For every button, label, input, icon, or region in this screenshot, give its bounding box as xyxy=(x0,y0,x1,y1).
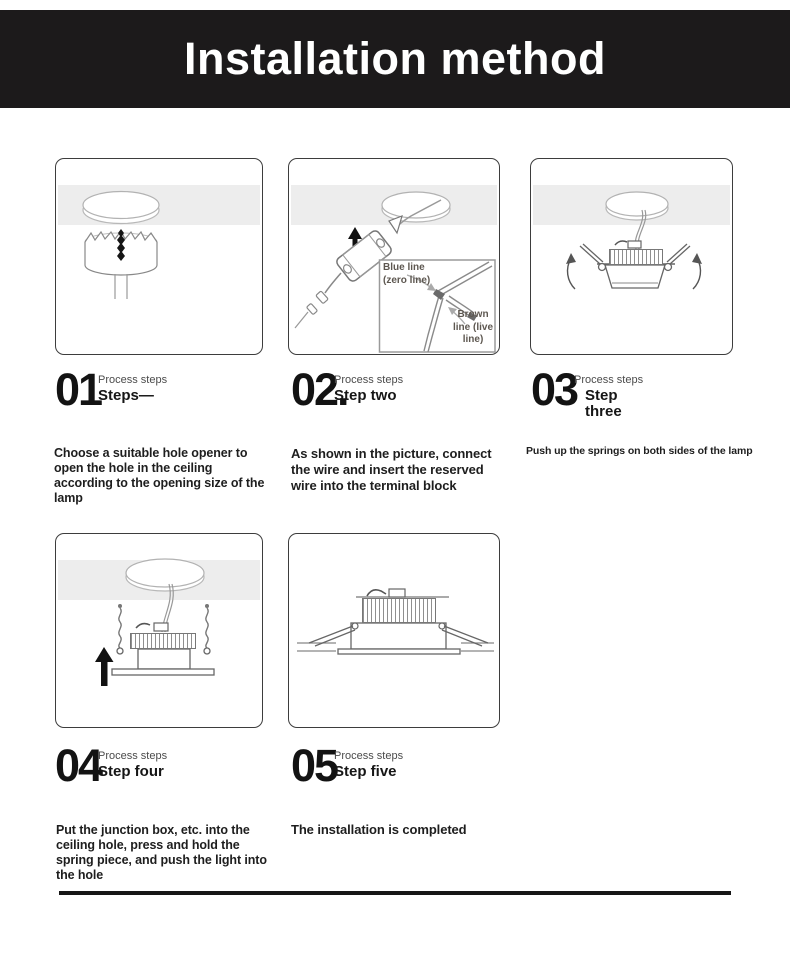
trim-flange xyxy=(338,649,460,654)
process-steps-label: Process steps xyxy=(334,750,404,762)
step5-header xyxy=(291,740,491,797)
process-steps-label: Process steps xyxy=(334,374,404,386)
spring-right xyxy=(667,244,690,264)
step1-number: 01 xyxy=(55,364,102,415)
step4-illustration-panel xyxy=(55,533,263,728)
heatsink-fins xyxy=(362,598,436,623)
hole-saw-illustration xyxy=(56,159,264,356)
footer-divider xyxy=(59,891,731,895)
spring-mount-left xyxy=(599,264,606,271)
step4-number: 04 xyxy=(55,740,102,791)
tail-wire-end xyxy=(295,312,308,328)
step1-illustration-panel xyxy=(55,158,263,355)
hole-disc xyxy=(126,559,204,587)
spring-left xyxy=(119,608,121,648)
fin-connector xyxy=(628,241,641,248)
step2-illustration-panel xyxy=(288,158,500,355)
wire-connector xyxy=(389,216,402,233)
step1-header xyxy=(55,364,255,421)
rotate-arrow-right-head xyxy=(692,253,702,264)
step3-title: Step three xyxy=(585,387,622,420)
step3-description: Push up the springs on both sides of the lamp xyxy=(526,444,753,457)
hole-disc xyxy=(606,192,668,216)
brown-line-label: Brown line (live line) xyxy=(452,309,493,345)
step5-title: Step five xyxy=(334,763,397,780)
driver-tail-wire xyxy=(325,273,341,293)
step2-title: Step two xyxy=(334,387,397,404)
heatsink-fins xyxy=(130,633,196,649)
trim-body xyxy=(138,649,190,669)
ceiling-left xyxy=(297,643,336,651)
step3-header xyxy=(531,364,731,421)
spring-left xyxy=(580,244,603,264)
fin-connector xyxy=(154,623,168,631)
trim-body xyxy=(605,265,665,288)
step3-illustration-panel xyxy=(530,158,733,355)
header-banner xyxy=(0,10,790,108)
blue-line-label: Blue line (zero line) xyxy=(383,262,431,286)
spring-left-hook xyxy=(117,648,123,654)
step1-description: Choose a suitable hole opener to open the hole in the ceiling according to the opening size of the lamp xyxy=(54,445,265,506)
step4-header xyxy=(55,740,255,797)
trim-flange xyxy=(112,669,214,675)
fin-wire xyxy=(615,241,627,245)
saw-shaft xyxy=(115,274,127,299)
trim-body xyxy=(351,623,446,649)
step1-title: Steps— xyxy=(98,387,154,404)
up-arrow-icon xyxy=(95,647,114,686)
step2-description: As shown in the picture, connect the wire and insert the reserved wire into the terminal block xyxy=(291,446,492,493)
spring-right-hook xyxy=(204,648,210,654)
page-title: Installation method xyxy=(183,33,606,84)
spring-right-tip xyxy=(205,604,209,608)
tail-connector-1 xyxy=(316,291,329,304)
step4-title: Step four xyxy=(98,763,164,780)
step3-number: 03 xyxy=(531,364,578,415)
step5-description: The installation is completed xyxy=(291,822,467,837)
step5-number: 05 xyxy=(291,740,338,791)
hole-disc xyxy=(83,192,159,219)
fin-wire xyxy=(136,624,150,628)
spring-mount-right xyxy=(665,264,672,271)
lamp-insert-illustration xyxy=(56,534,264,729)
tail-connector-2 xyxy=(306,303,317,314)
rotate-arrow-left-head xyxy=(566,253,576,264)
spring-right xyxy=(206,608,208,648)
process-steps-label: Process steps xyxy=(98,750,168,762)
saw-body-bottom xyxy=(85,265,157,275)
step4-description: Put the junction box, etc. into the ceiling hole, press and hold the spring piece, and push the light into the hole xyxy=(56,822,267,883)
process-steps-label: Process steps xyxy=(574,374,644,386)
step5-illustration-panel xyxy=(288,533,500,728)
step2-header xyxy=(291,364,491,421)
installed-lamp-illustration xyxy=(289,534,501,729)
step2-number: 02. xyxy=(291,364,348,415)
fin-wire xyxy=(367,590,386,596)
spring-left-tip xyxy=(118,604,122,608)
fin-connector xyxy=(389,589,405,597)
heatsink-fins xyxy=(609,249,663,265)
process-steps-label: Process steps xyxy=(98,374,168,386)
